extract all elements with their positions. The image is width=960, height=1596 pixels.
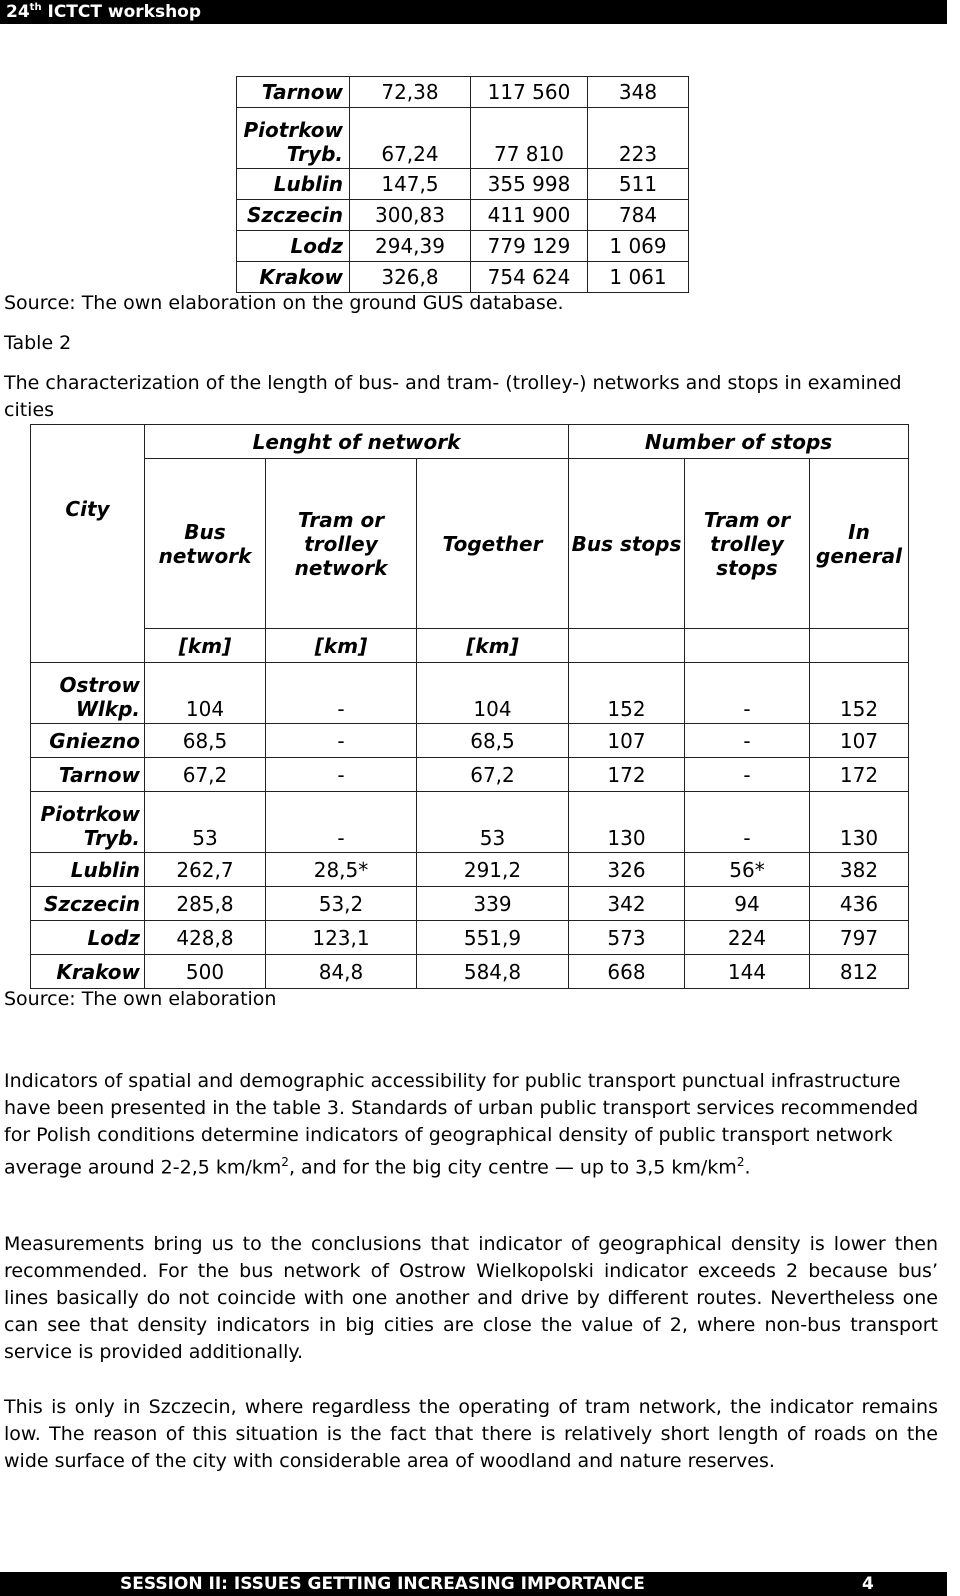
value-cell: 784: [588, 200, 689, 231]
table-row: [237, 200, 689, 231]
bus-stops-cell: 668: [569, 955, 685, 989]
table-row: [31, 663, 909, 724]
paragraph-1-text-b: , and for the big city centre — up to 3,5 km/km: [288, 1156, 737, 1179]
general-cell: 152: [810, 663, 909, 724]
network-table: [30, 424, 909, 989]
table-row: [237, 77, 689, 108]
value-cell: 355 998: [471, 169, 588, 200]
value-cell: 326,8: [350, 262, 471, 293]
general-cell: 436: [810, 887, 909, 921]
group-length-header: Lenght of network: [145, 425, 569, 459]
bus-network-cell: 67,2: [145, 758, 266, 792]
tram-stops-cell: -: [685, 792, 810, 853]
city-cell: Krakow: [237, 262, 350, 293]
column-header-row: [31, 459, 909, 629]
tram-network-cell: -: [266, 758, 417, 792]
city-cell: Lodz: [31, 921, 145, 955]
col-together: Together: [417, 459, 569, 629]
together-cell: 291,2: [417, 853, 569, 887]
tram-network-cell: -: [266, 663, 417, 724]
table2-source: Source: The own elaboration: [4, 988, 277, 1010]
together-cell: 551,9: [417, 921, 569, 955]
tram-network-cell: 84,8: [266, 955, 417, 989]
unit-cell: [km]: [417, 629, 569, 663]
bus-stops-cell: 342: [569, 887, 685, 921]
network-table-body: [31, 663, 909, 989]
tram-stops-cell: 94: [685, 887, 810, 921]
col-city: City: [31, 425, 145, 663]
empty-cell: [685, 629, 810, 663]
value-cell: 147,5: [350, 169, 471, 200]
bus-stops-cell: 130: [569, 792, 685, 853]
city-cell: Tarnow: [31, 758, 145, 792]
tram-network-cell: 28,5*: [266, 853, 417, 887]
together-cell: 584,8: [417, 955, 569, 989]
value-cell: 300,83: [350, 200, 471, 231]
tram-stops-cell: -: [685, 663, 810, 724]
bus-stops-cell: 172: [569, 758, 685, 792]
table1-source: Source: The own elaboration on the ground GUS database.: [4, 292, 564, 314]
page-number: 4: [862, 1574, 874, 1594]
tram-stops-cell: 224: [685, 921, 810, 955]
tram-network-cell: 123,1: [266, 921, 417, 955]
value-cell: 223: [588, 108, 689, 169]
general-cell: 130: [810, 792, 909, 853]
general-cell: 797: [810, 921, 909, 955]
general-cell: 172: [810, 758, 909, 792]
together-cell: 67,2: [417, 758, 569, 792]
table-caption: The characterization of the length of bus- and tram- (trolley-) networks and stops in examined cities: [4, 372, 902, 421]
city-cell: Szczecin: [31, 887, 145, 921]
city-cell: Lodz: [237, 231, 350, 262]
table-row: [31, 955, 909, 989]
value-cell: 117 560: [471, 77, 588, 108]
city-cell: Krakow: [31, 955, 145, 989]
paragraph-1: [4, 1068, 938, 1181]
bus-network-cell: 68,5: [145, 724, 266, 758]
col-tram-network: Tram or trolley network: [266, 459, 417, 629]
empty-cell: [810, 629, 909, 663]
table-row: [31, 921, 909, 955]
bus-network-cell: 285,8: [145, 887, 266, 921]
unit-row: [31, 629, 909, 663]
col-tram-stops: Tram or trolley stops: [685, 459, 810, 629]
tram-network-cell: 53,2: [266, 887, 417, 921]
table-row: [237, 231, 689, 262]
bus-network-cell: 500: [145, 955, 266, 989]
population-table: [236, 76, 689, 293]
empty-cell: [569, 629, 685, 663]
together-cell: 339: [417, 887, 569, 921]
paragraph-3: This is only in Szczecin, where regardless the operating of tram network, the indicator remains low. The reason of this situation is the fact that there is relatively short length of roads on the wide surface of the city with considerable area of woodland and nature reserves.: [4, 1396, 938, 1472]
bus-stops-cell: 573: [569, 921, 685, 955]
city-cell: Ostrow Wlkp.: [31, 663, 145, 724]
network-table-header: [31, 425, 909, 663]
population-table-body: [237, 77, 689, 293]
bus-stops-cell: 326: [569, 853, 685, 887]
tram-stops-cell: 56*: [685, 853, 810, 887]
col-general: In general: [810, 459, 909, 629]
table-row: [237, 108, 689, 169]
value-cell: 779 129: [471, 231, 588, 262]
header-title-rest: ICTCT workshop: [41, 2, 202, 22]
city-cell: Szczecin: [237, 200, 350, 231]
unit-cell: [km]: [266, 629, 417, 663]
header-title-sup: th: [29, 2, 42, 13]
table-row: [31, 887, 909, 921]
table-row: [237, 262, 689, 293]
page-footer: [0, 1572, 947, 1596]
superscript: 2: [281, 1155, 289, 1169]
bus-network-cell: 104: [145, 663, 266, 724]
group-stops-header: Number of stops: [569, 425, 909, 459]
tram-network-cell: -: [266, 724, 417, 758]
paragraph-2: Measurements bring us to the conclusions that indicator of geographical density is lower then recommended. For the bus network of Ostrow Wielkopolski indicator exceeds 2 because bus’ lines basically do not coincide with one another and drive by different routes. Nevertheless one can see that density indicators in big cities are close the value of 2, where non-bus transport service is provided additionally.: [4, 1233, 938, 1363]
table-row: [237, 169, 689, 200]
city-cell: Piotrkow Tryb.: [31, 792, 145, 853]
value-cell: 411 900: [471, 200, 588, 231]
bus-stops-cell: 152: [569, 663, 685, 724]
paragraph-1-text-a: Indicators of spatial and demographic accessibility for public transport punctual infrastructure have been presented in the table 3. Standards of urban public transport services recommended for Polish conditions determine indicators of geographical density of public transport network average around 2-2,5 km/km: [4, 1070, 919, 1179]
header-title: 24: [6, 2, 30, 22]
table-row: [31, 724, 909, 758]
superscript: 2: [736, 1155, 745, 1169]
value-cell: 1 061: [588, 262, 689, 293]
value-cell: 72,38: [350, 77, 471, 108]
value-cell: 77 810: [471, 108, 588, 169]
together-cell: 104: [417, 663, 569, 724]
col-bus-network: Bus network: [145, 459, 266, 629]
bus-network-cell: 53: [145, 792, 266, 853]
tram-stops-cell: 144: [685, 955, 810, 989]
tram-network-cell: -: [266, 792, 417, 853]
paragraph-1-text-c: .: [744, 1156, 751, 1179]
general-cell: 382: [810, 853, 909, 887]
value-cell: 511: [588, 169, 689, 200]
general-cell: 107: [810, 724, 909, 758]
city-cell: Gniezno: [31, 724, 145, 758]
bus-network-cell: 428,8: [145, 921, 266, 955]
value-cell: 67,24: [350, 108, 471, 169]
value-cell: 348: [588, 77, 689, 108]
tram-stops-cell: -: [685, 724, 810, 758]
bus-stops-cell: 107: [569, 724, 685, 758]
footer-session: SESSION II: ISSUES GETTING INCREASING IMPORTANCE: [120, 1574, 645, 1594]
tram-stops-cell: -: [685, 758, 810, 792]
group-header-row: [31, 425, 909, 459]
col-bus-stops: Bus stops: [569, 459, 685, 629]
table-row: [31, 758, 909, 792]
value-cell: 294,39: [350, 231, 471, 262]
value-cell: 1 069: [588, 231, 689, 262]
city-cell: Lublin: [237, 169, 350, 200]
together-cell: 53: [417, 792, 569, 853]
page-header: [0, 0, 947, 24]
bus-network-cell: 262,7: [145, 853, 266, 887]
general-cell: 812: [810, 955, 909, 989]
city-cell: Piotrkow Tryb.: [237, 108, 350, 169]
table-label: Table 2: [4, 332, 72, 354]
city-cell: Tarnow: [237, 77, 350, 108]
table-row: [31, 792, 909, 853]
value-cell: 754 624: [471, 262, 588, 293]
together-cell: 68,5: [417, 724, 569, 758]
table-row: [31, 853, 909, 887]
city-cell: Lublin: [31, 853, 145, 887]
unit-cell: [km]: [145, 629, 266, 663]
